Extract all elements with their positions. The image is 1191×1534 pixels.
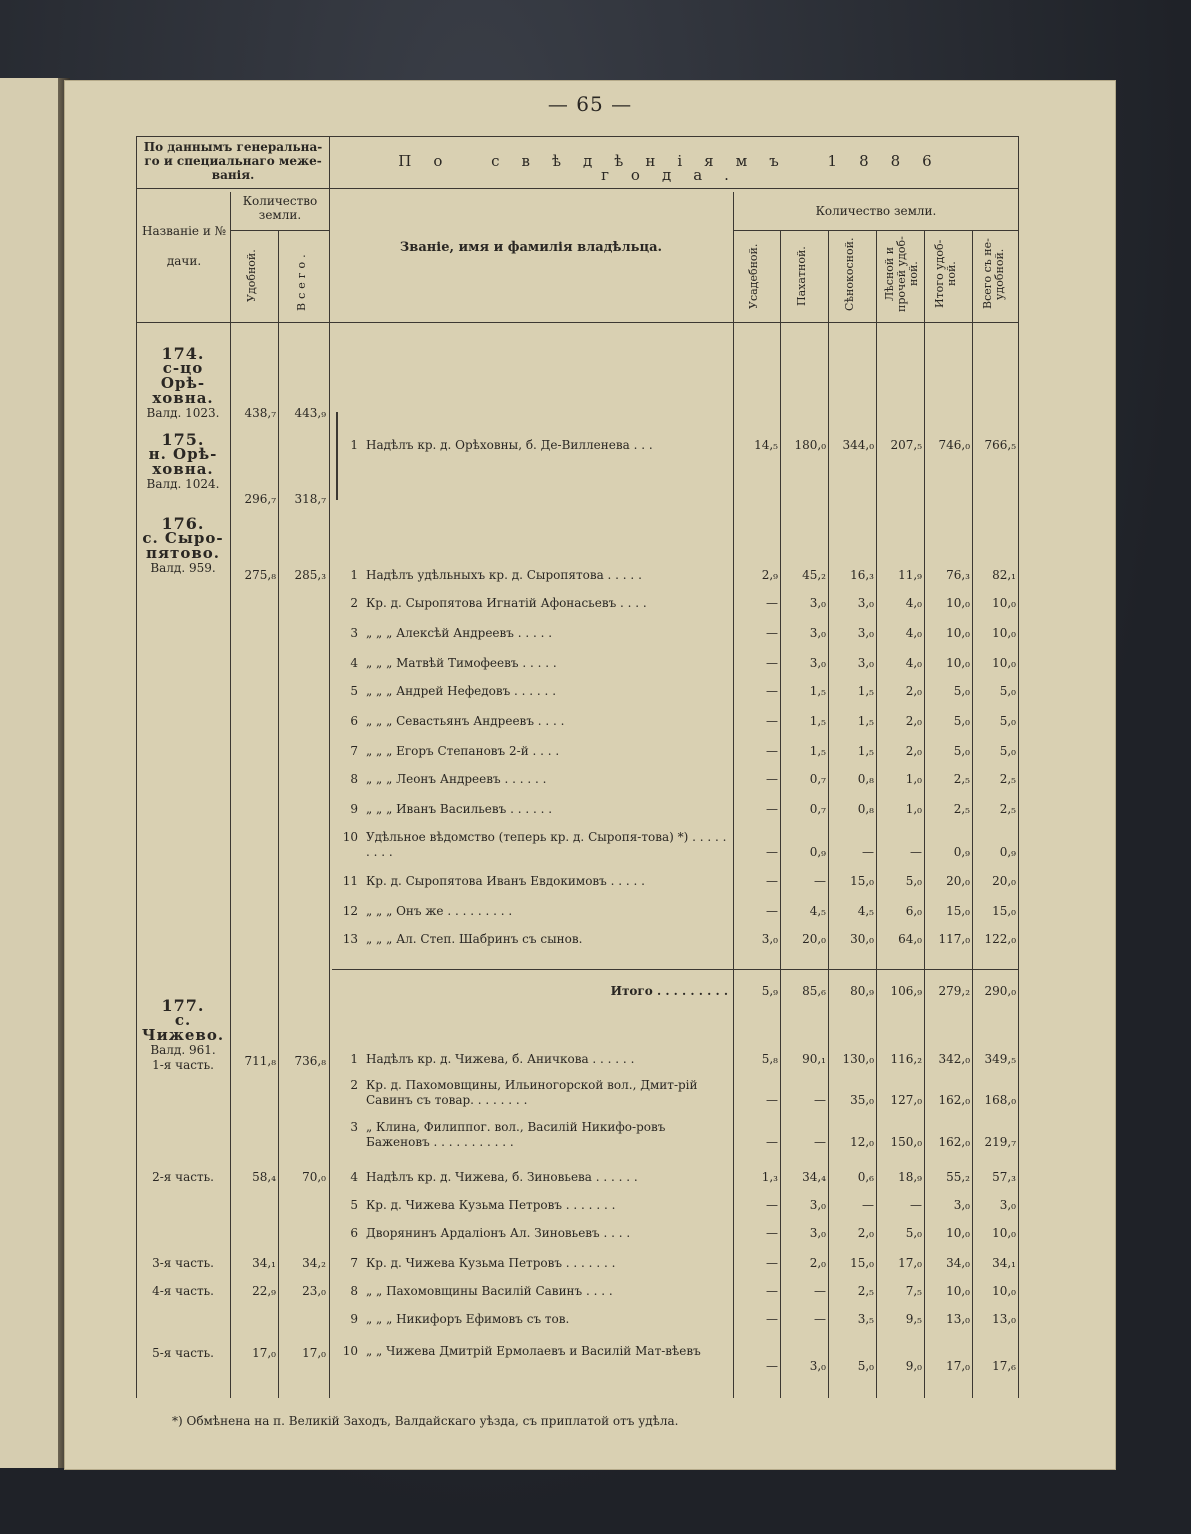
cell-s: 15,₀ [850, 874, 874, 888]
cell-u: — [766, 744, 778, 758]
group-udob: 711,₈ [244, 1054, 276, 1068]
cell-i: 10,₀ [946, 1284, 970, 1298]
cell-u: — [766, 1256, 778, 1270]
owner-name: Надѣлъ кр. д. Орѣховны, б. Де-Вилленева . . . [366, 438, 653, 452]
header-itogo: Итого удоб-ной. [933, 239, 958, 309]
cell-p: 3,₀ [809, 596, 826, 610]
cell-s: 0,₈ [857, 802, 874, 816]
cell-s: 1,₅ [857, 714, 874, 728]
rule-name [230, 192, 231, 1398]
cell-l: 9,₅ [905, 1312, 922, 1326]
row-number: 2 [350, 596, 358, 610]
header-udobnoy: Удобной. [245, 249, 258, 303]
header-owner-col: Званіе, имя и фамилія владѣльца. [399, 240, 663, 255]
part-udob: 34,₁ [252, 1256, 276, 1270]
cell-s: 3,₀ [857, 626, 874, 640]
cell-l: 207,₅ [890, 438, 922, 452]
row-number: 12 [342, 904, 358, 918]
cell-s: 3,₅ [857, 1312, 874, 1326]
row-number: 1 [350, 568, 358, 582]
cell-u: — [766, 802, 778, 816]
row-number: 5 [350, 684, 358, 698]
part-vsego: 23,₀ [302, 1284, 326, 1298]
owner-name: Кр. д. Сыропятова Игнатій Афонасьевъ . . . . [366, 596, 647, 610]
cell-p: 1,₅ [809, 714, 826, 728]
row-number: 6 [350, 1226, 358, 1240]
group-udob: 438,₇ [244, 406, 276, 420]
brace [336, 412, 342, 500]
cell-u: — [766, 1312, 778, 1326]
rule-head2l [230, 230, 330, 231]
cell-v: 20,₀ [992, 874, 1016, 888]
cell-s: 15,₀ [850, 1256, 874, 1270]
row-number: 1 [350, 1052, 358, 1066]
owner-name: „ „ „ Иванъ Васильевъ . . . . . . [366, 802, 553, 816]
part-label: 4-я часть. [152, 1284, 214, 1298]
cell-v: 57,₃ [992, 1170, 1016, 1184]
cell-u: — [766, 596, 778, 610]
header-source-right: По свѣдѣніямъ 1886 года. [398, 152, 954, 184]
group-number: 175. [161, 430, 205, 449]
cell-p: 3,₀ [809, 1198, 826, 1212]
cell-i: 5,₀ [953, 714, 970, 728]
rule-vsego [329, 136, 330, 1398]
group-udob: 275,₈ [244, 568, 276, 582]
owner-name: Надѣлъ кр. д. Чижева, б. Зиновьева . . . . . . [366, 1170, 638, 1184]
cell-v: 10,₀ [992, 626, 1016, 640]
cell-v: 5,₀ [999, 684, 1016, 698]
cell-i: 10,₀ [946, 656, 970, 670]
cell-s: 130,₀ [842, 1052, 874, 1066]
cell-u: — [766, 1198, 778, 1212]
group-vald: Валд. 961. [150, 1043, 216, 1057]
cell-u: — [766, 1359, 778, 1373]
cell-s: 0,₈ [857, 772, 874, 786]
cell-v: 10,₀ [992, 596, 1016, 610]
cell-i: 162,₀ [938, 1135, 970, 1149]
part-vsego: 17,₀ [302, 1346, 326, 1360]
cell-s: 2,₀ [857, 1226, 874, 1240]
page-number: — 65 — [547, 92, 633, 116]
group-vald: Валд. 1023. [146, 406, 220, 420]
cell-p: 4,₅ [809, 904, 826, 918]
header-vsego: Всего. [295, 250, 308, 312]
group-name: с. Сыро-пятово. [142, 529, 224, 562]
cell-s: 4,₅ [857, 904, 874, 918]
cell-i: 5,₀ [953, 744, 970, 758]
cell-l: — [910, 1198, 922, 1212]
total-label: Итого . . . . . . . . . [610, 984, 728, 998]
group-number: 176. [161, 514, 205, 533]
group-174 [138, 346, 228, 421]
header-source-left: По даннымъ генеральна-го и специальнаго меже-ванія. [143, 140, 323, 182]
row-number: 1 [350, 438, 358, 452]
header-name-col: Названіе и № дачи. [142, 224, 226, 268]
row-number: 5 [350, 1198, 358, 1212]
cell-l: 18,₉ [898, 1170, 922, 1184]
cell-i: 13,₀ [946, 1312, 970, 1326]
owner-name: Дворянинъ Ардаліонъ Ал. Зиновьевъ . . . . [366, 1226, 631, 1240]
cell-s: 12,₀ [850, 1135, 874, 1149]
cell-p: 3,₀ [809, 656, 826, 670]
owner-name: „ „ „ Леонъ Андреевъ . . . . . . [366, 772, 547, 786]
cell-v: 0,₉ [999, 845, 1016, 859]
cell-v: 3,₀ [999, 1198, 1016, 1212]
cell-v: 13,₀ [992, 1312, 1016, 1326]
cell-l: 5,₀ [905, 1226, 922, 1240]
cell-l: 9,₀ [905, 1359, 922, 1373]
rule-right [1018, 136, 1019, 1398]
group-number: 174. [161, 344, 205, 363]
row-number: 10 [342, 1344, 358, 1358]
header-qty-right: Количество земли. [815, 204, 937, 218]
rule-top [136, 136, 1019, 137]
cell-l: 4,₀ [905, 596, 922, 610]
cell-i: 10,₀ [946, 596, 970, 610]
cell-v: 122,₀ [984, 932, 1016, 946]
cell-s: 35,₀ [850, 1093, 874, 1107]
cell-s: 1,₅ [857, 684, 874, 698]
part-label: 5-я часть. [152, 1346, 214, 1360]
cell-l: 127,₀ [890, 1093, 922, 1107]
table-frame [136, 136, 1020, 1390]
cell-i: 20,₀ [946, 874, 970, 888]
cell-l: 5,₀ [905, 874, 922, 888]
document-page [64, 80, 1116, 1470]
cell-v: 82,₁ [992, 568, 1016, 582]
cell-p: 45,₂ [802, 568, 826, 582]
cell-i: 117,₀ [938, 932, 970, 946]
owner-name: Надѣлъ удѣльныхъ кр. д. Сыропятова . . . . . [366, 568, 642, 582]
cell-u: — [766, 904, 778, 918]
cell-v: 2,₅ [999, 802, 1016, 816]
cell-l: 150,₀ [890, 1135, 922, 1149]
rule-left [136, 136, 137, 1398]
cell-l: 116,₂ [890, 1052, 922, 1066]
cell-l: 4,₀ [905, 656, 922, 670]
cell-u: 5,₉ [761, 984, 778, 998]
part-vsego: 34,₂ [302, 1256, 326, 1270]
cell-p: — [814, 874, 826, 888]
part-vsego: 70,₀ [302, 1170, 326, 1184]
cell-p: 90,₁ [802, 1052, 826, 1066]
cell-s: 344,₀ [842, 438, 874, 452]
cell-s: 30,₀ [850, 932, 874, 946]
row-number: 6 [350, 714, 358, 728]
owner-name: Надѣлъ кр. д. Чижева, б. Аничкова . . . . . . [366, 1052, 635, 1066]
cell-i: 3,₀ [953, 1198, 970, 1212]
group-vsego: 443,₉ [294, 406, 326, 420]
cell-v: 349,₅ [984, 1052, 1016, 1066]
cell-v: 168,₀ [984, 1093, 1016, 1107]
cell-p: 85,₆ [802, 984, 826, 998]
cell-u: — [766, 684, 778, 698]
owner-name: „ „ „ Севастьянъ Андреевъ . . . . [366, 714, 565, 728]
cell-i: 746,₀ [938, 438, 970, 452]
cell-i: 55,₂ [946, 1170, 970, 1184]
cell-v: 2,₅ [999, 772, 1016, 786]
cell-u: 5,₈ [761, 1052, 778, 1066]
group-vsego: 736,₈ [294, 1054, 326, 1068]
cell-i: 279,₂ [938, 984, 970, 998]
cell-u: — [766, 772, 778, 786]
group-vald: Валд. 1024. [146, 477, 220, 491]
cell-p: 0,₉ [809, 845, 826, 859]
cell-i: 10,₀ [946, 1226, 970, 1240]
row-number: 2 [350, 1078, 358, 1092]
group-vsego: 318,₇ [294, 492, 326, 506]
group-176 [138, 516, 228, 576]
cell-l: 17,₀ [898, 1256, 922, 1270]
owner-name: Кр. д. Чижева Кузьма Петровъ . . . . . . . [366, 1198, 616, 1212]
owner-name: „ „ „ Онъ же . . . . . . . . . [366, 904, 513, 918]
cell-p: 3,₀ [809, 626, 826, 640]
owner-name: „ „ „ Никифоръ Ефимовъ съ тов. [366, 1312, 570, 1326]
group-vsego: 285,₃ [294, 568, 326, 582]
cell-l: 11,₉ [898, 568, 922, 582]
cell-i: 342,₀ [938, 1052, 970, 1066]
group-177 [138, 998, 228, 1073]
left-page-edge [0, 78, 60, 1468]
cell-s: — [862, 845, 874, 859]
owner-name: Кр. д. Пахомовщины, Ильиногорской вол., Дмит-рій Савинъ съ товар. . . . . . . . [366, 1078, 698, 1107]
cell-s: 0,₆ [857, 1170, 874, 1184]
owner-name: „ „ „ Андрей Нефедовъ . . . . . . [366, 684, 557, 698]
cell-i: 2,₅ [953, 772, 970, 786]
header-qty-left: Количество земли. [242, 194, 318, 222]
cell-i: 15,₀ [946, 904, 970, 918]
cell-l: 106,₉ [890, 984, 922, 998]
cell-s: 16,₃ [850, 568, 874, 582]
cell-i: 17,₀ [946, 1359, 970, 1373]
cell-p: 34,₄ [802, 1170, 826, 1184]
row-number: 10 [342, 830, 358, 844]
cell-u: 2,₉ [761, 568, 778, 582]
cell-i: 34,₀ [946, 1256, 970, 1270]
cell-s: — [862, 1198, 874, 1212]
cell-i: 162,₀ [938, 1093, 970, 1107]
row-number: 4 [350, 656, 358, 670]
cell-u: — [766, 845, 778, 859]
cell-l: 6,₀ [905, 904, 922, 918]
cell-l: 2,₀ [905, 744, 922, 758]
group-udob: 296,₇ [244, 492, 276, 506]
rule-total [332, 969, 1019, 970]
cell-u: 14,₅ [754, 438, 778, 452]
header-vsego-neudob: Всего съ не-удобной. [981, 238, 1006, 310]
cell-p: 0,₇ [809, 802, 826, 816]
header-pakh: Пахатной. [795, 246, 808, 306]
row-number: 4 [350, 1170, 358, 1184]
rule-head3 [136, 322, 1019, 323]
cell-s: 3,₀ [857, 656, 874, 670]
owner-name: Кр. д. Чижева Кузьма Петровъ . . . . . . . [366, 1256, 616, 1270]
cell-i: 0,₉ [953, 845, 970, 859]
owner-name: „ „ „ Егоръ Степановъ 2-й . . . . [366, 744, 560, 758]
rule-head1 [136, 188, 1019, 189]
group-name: с. Чижево. [141, 1011, 225, 1044]
group-number: 177. [161, 996, 205, 1015]
cell-u: — [766, 1284, 778, 1298]
cell-l: 7,₅ [905, 1284, 922, 1298]
rule-owner [733, 192, 734, 1398]
cell-v: 10,₀ [992, 656, 1016, 670]
part-udob: 58,₄ [252, 1170, 276, 1184]
cell-p: 3,₀ [809, 1226, 826, 1240]
part-udob: 22,₉ [252, 1284, 276, 1298]
cell-v: 10,₀ [992, 1284, 1016, 1298]
cell-u: — [766, 1093, 778, 1107]
cell-v: 766,₅ [984, 438, 1016, 452]
cell-s: 1,₅ [857, 744, 874, 758]
row-number: 7 [350, 1256, 358, 1270]
cell-p: 2,₀ [809, 1256, 826, 1270]
cell-p: 3,₀ [809, 1359, 826, 1373]
group-175 [138, 432, 228, 492]
cell-u: — [766, 714, 778, 728]
row-number: 13 [342, 932, 358, 946]
owner-name: Кр. д. Сыропятова Иванъ Евдокимовъ . . . . . [366, 874, 645, 888]
row-number: 3 [350, 1120, 358, 1134]
owner-name: „ „ „ Ал. Степ. Шабринъ съ сынов. [366, 932, 583, 946]
group-part: 1-я часть. [152, 1058, 214, 1072]
cell-l: 64,₀ [898, 932, 922, 946]
header-les: Лѣсной и прочей удоб-ной. [883, 236, 920, 312]
cell-p: 180,₀ [794, 438, 826, 452]
row-number: 8 [350, 1284, 358, 1298]
cell-l: 4,₀ [905, 626, 922, 640]
cell-p: — [814, 1284, 826, 1298]
part-udob: 17,₀ [252, 1346, 276, 1360]
row-number: 3 [350, 626, 358, 640]
cell-l: 2,₀ [905, 684, 922, 698]
group-name: н. Орѣ-ховна. [148, 445, 218, 478]
rule-head2r [733, 230, 1019, 231]
cell-v: 17,₆ [992, 1359, 1016, 1373]
cell-v: 290,₀ [984, 984, 1016, 998]
owner-name: „ „ Пахомовщины Василій Савинъ . . . . [366, 1284, 613, 1298]
row-number: 7 [350, 744, 358, 758]
cell-v: 5,₀ [999, 744, 1016, 758]
row-number: 9 [350, 1312, 358, 1326]
row-number: 9 [350, 802, 358, 816]
cell-u: — [766, 874, 778, 888]
owner-name: „ „ „ Матвѣй Тимофеевъ . . . . . [366, 656, 557, 670]
cell-p: 20,₀ [802, 932, 826, 946]
cell-l: — [910, 845, 922, 859]
part-label: 3-я часть. [152, 1256, 214, 1270]
cell-v: 15,₀ [992, 904, 1016, 918]
cell-p: 0,₇ [809, 772, 826, 786]
rule-udob [278, 230, 279, 1398]
header-seno: Сѣнокосной. [843, 237, 856, 311]
cell-v: 5,₀ [999, 714, 1016, 728]
cell-p: 1,₅ [809, 744, 826, 758]
cell-i: 2,₅ [953, 802, 970, 816]
cell-u: — [766, 1226, 778, 1240]
cell-v: 34,₁ [992, 1256, 1016, 1270]
cell-l: 1,₀ [905, 772, 922, 786]
part-label: 2-я часть. [152, 1170, 214, 1184]
cell-u: — [766, 1135, 778, 1149]
cell-u: — [766, 656, 778, 670]
cell-l: 1,₀ [905, 802, 922, 816]
row-number: 8 [350, 772, 358, 786]
cell-i: 10,₀ [946, 626, 970, 640]
cell-s: 80,₉ [850, 984, 874, 998]
cell-p: — [814, 1312, 826, 1326]
footnote: *) Обмѣнена на п. Великій Заходъ, Валдайскаго уѣзда, съ приплатой отъ удѣла. [172, 1414, 679, 1428]
cell-p: — [814, 1093, 826, 1107]
cell-p: 1,₅ [809, 684, 826, 698]
cell-u: — [766, 626, 778, 640]
cell-v: 219,₇ [984, 1135, 1016, 1149]
owner-name: Удѣльное вѣдомство (теперь кр. д. Сыропя-това) *) . . . . . . . . . [366, 830, 727, 859]
header-usad: Усадебной. [747, 243, 760, 309]
row-number: 11 [342, 874, 358, 888]
owner-name: „ Клина, Филиппог. вол., Василій Никифо-ровъ Баженовъ . . . . . . . . . . . [366, 1120, 666, 1149]
owner-name: „ „ Чижева Дмитрій Ермолаевъ и Василій Мат-вѣевъ [366, 1344, 701, 1358]
cell-p: — [814, 1135, 826, 1149]
owner-name: „ „ „ Алексѣй Андреевъ . . . . . [366, 626, 553, 640]
cell-u: 1,₃ [761, 1170, 778, 1184]
cell-u: 3,₀ [761, 932, 778, 946]
cell-l: 2,₀ [905, 714, 922, 728]
cell-s: 5,₀ [857, 1359, 874, 1373]
cell-i: 5,₀ [953, 684, 970, 698]
cell-s: 2,₅ [857, 1284, 874, 1298]
cell-v: 10,₀ [992, 1226, 1016, 1240]
group-vald: Валд. 959. [150, 561, 216, 575]
group-name: с-цо Орѣ-ховна. [152, 359, 214, 407]
cell-s: 3,₀ [857, 596, 874, 610]
cell-i: 76,₃ [946, 568, 970, 582]
